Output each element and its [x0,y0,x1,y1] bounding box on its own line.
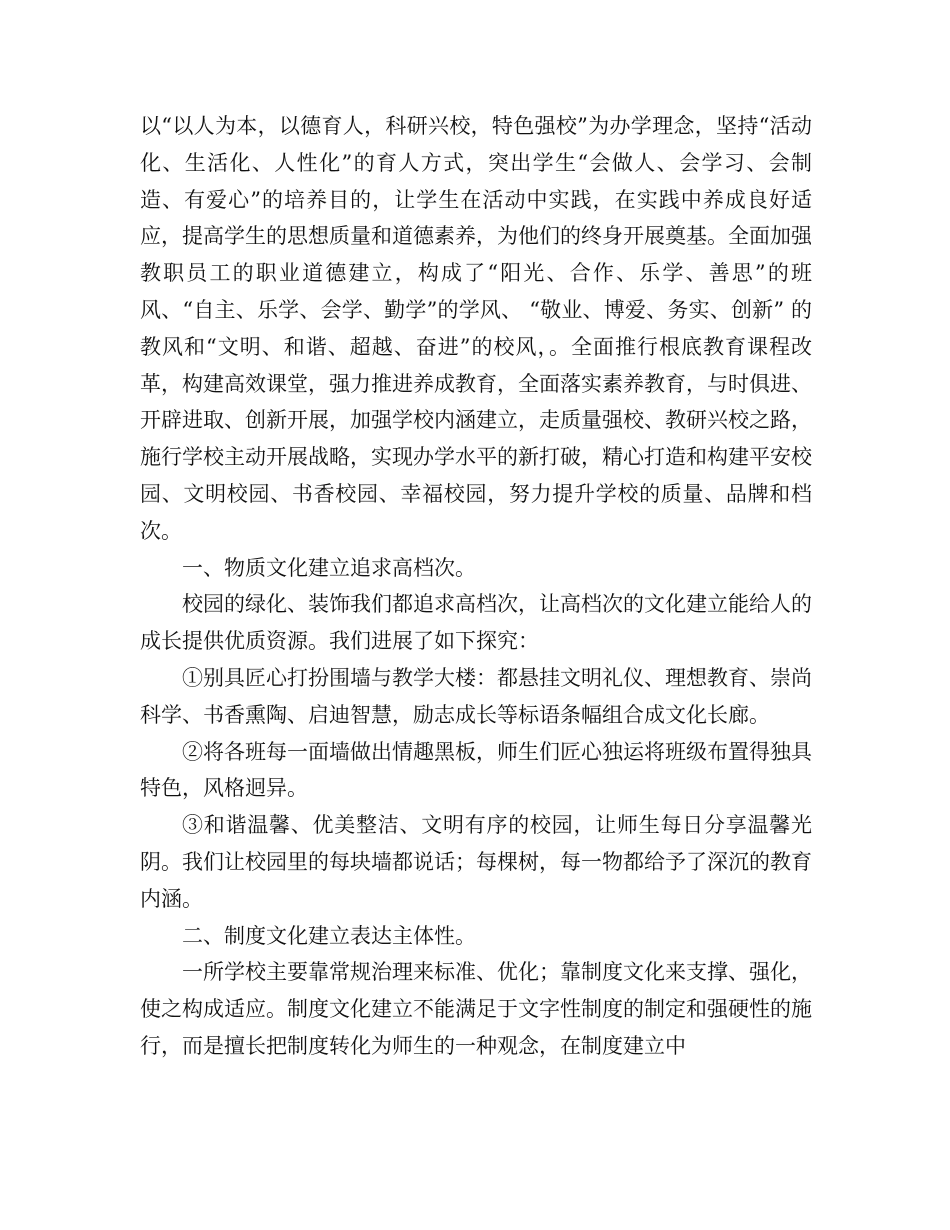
material-culture-paragraph: 校园的绿化、装饰我们都追求高档次，让高档次的文化建立能给人的成长提供优质资源。我们进展了如下探究： [140,592,812,654]
list-item-3: ③和谐温馨、优美整洁、文明有序的校园，让师生每日分享温馨光阴。我们让校园里的每块墙都说话；每棵树，每一物都给予了深沉的教育内涵。 [140,813,812,911]
list-item-1: ①别具匠心打扮围墙与教学大楼：都悬挂文明礼仪、理想教育、崇尚科学、书香熏陶、启迪智慧，励志成长等标语条幅组合成文化长廊。 [140,665,812,727]
document-page [140,108,812,1188]
list-item-2: ②将各班每一面墙做出情趣黑板，师生们匠心独运将班级布置得独具特色，风格迥异。 [140,739,812,801]
section-heading-system-culture: 二、制度文化建立表达主体性。 [182,923,476,948]
intro-paragraph: 以“以人为本，以德育人，科研兴校，特色强校”为办学理念，坚持“活动化、生活化、人性化”的育人方式，突出学生“会做人、会学习、会制造、有爱心”的培养目的，让学生在活动中实践，在实践中养成良好适应，提高学生的思想质量和道德素养，为他们的终身开展奠基。全面加强教职员工的职业道德建立，构成了“阳光、合作、乐学、善思”的班风、“自主、乐学、会学、勤学”的学风、 “敬业、博爱、务实、创新” 的教风和“文明、和谐、超越、奋进”的校风，。全面推行根底教育课程改革，构建高效课堂，强力推进养成教育，全面落实素养教育，与时俱进、开辟进取、创新开展，加强学校内涵建立，走质量强校、教研兴校之路，施行学校主动开展战略，实现办学水平的新打破，精心打造和构建平安校园、文明校园、书香校园、幸福校园，努力提升学校的质量、品牌和档次。 [140,114,812,543]
section-heading-material-culture: 一、物质文化建立追求高档次。 [182,555,476,580]
system-culture-paragraph: 一所学校主要靠常规治理来标准、优化；靠制度文化来支撑、强化，使之构成适应。制度文化建立不能满足于文字性制度的制定和强硬性的施行，而是擅长把制度转化为师生的一种观念，在制度建立中 [140,960,812,1058]
